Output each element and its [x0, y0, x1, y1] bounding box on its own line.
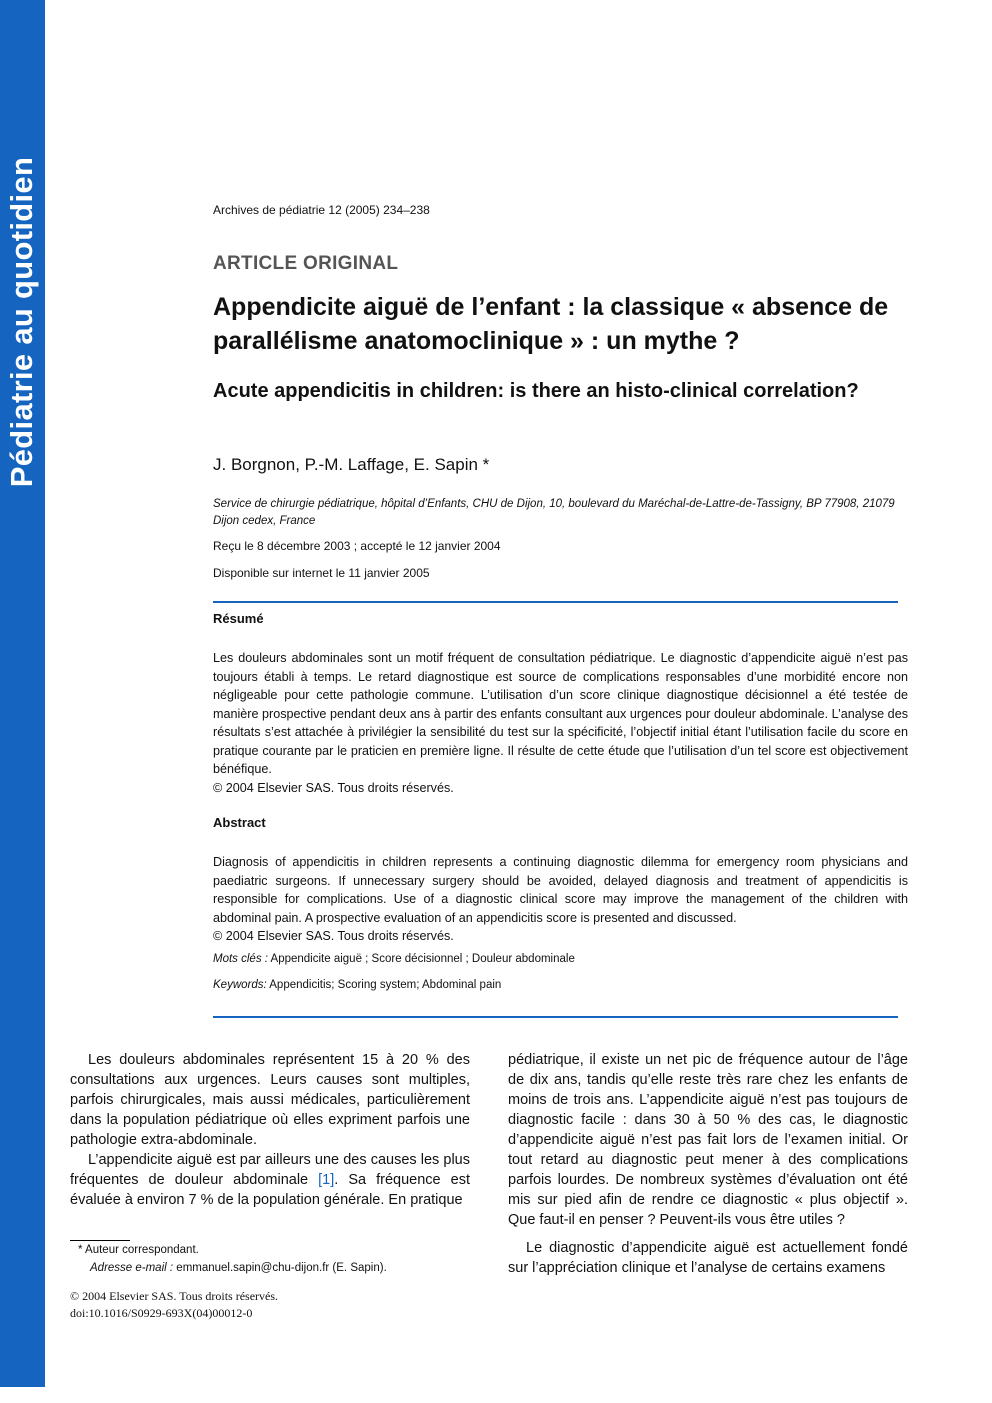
keywords-en [213, 979, 501, 991]
keywords-fr-label: Mots clés : [213, 953, 268, 965]
abstract-heading: Abstract [213, 815, 266, 830]
article-rubric: ARTICLE ORIGINAL [213, 253, 399, 274]
abstract-text [213, 853, 908, 946]
abstract-copyright: © 2004 Elsevier SAS. Tous droits réservés. [213, 929, 454, 943]
body-paragraph: Les douleurs abdominales représentent 15 à 20 % des consultations aux urgences. Leurs causes sont multiples, parfois chirurgicales, mais aussi médicales, particulièrement dans la population pédiatrique où elles expriment parfois une pathologie extra-abdominale. [70, 1052, 470, 1148]
body-paragraph: pédiatrique, il existe un net pic de fréquence autour de l’âge de dix ans, tandis qu’elle reste très rare chez les enfants de moins de trois ans. L’appendicite aiguë n’est pas toujours de diagnostic facile : dans 30 à 50 % des cas, le diagnostic d’appendicite aiguë n’est pas fait lors de l’examen initial. Or tout retard au diagnostic peut mener à des complications parfois lourdes. De nombreux systèmes d’évaluation ont été mis sur pied afin de rendre ce diagnostic « plus objectif ». Que faut-il en penser ? Peuvent-ils vous être utiles ? [508, 1052, 908, 1228]
keywords-en-values: Appendicitis; Scoring system; Abdominal pain [269, 979, 502, 991]
footnote-email-line [90, 1262, 387, 1274]
affiliation: Service de chirurgie pédiatrique, hôpital d’Enfants, CHU de Dijon, 10, boulevard du Maréchal-de-Lattre-de-Tassigny, BP 77908, 21079 Dijon cedex, France [213, 498, 895, 527]
keywords-fr-values: Appendicite aiguë ; Score décisionnel ; Douleur abdominale [270, 953, 575, 965]
title-french: Appendicite aiguë de l’enfant : la classique « absence de parallélisme anatomoclinique » : un mythe ? [213, 293, 889, 355]
title-english: Acute appendicitis in children: is there an histo-clinical correlation? [213, 380, 859, 402]
sidebar-label-box [0, 0, 45, 520]
journal-citation: Archives de pédiatrie 12 (2005) 234–238 [213, 203, 430, 217]
authors: J. Borgnon, P.-M. Laffage, E. Sapin * [213, 455, 490, 474]
body-left-column [70, 1050, 470, 1210]
body-right-column [508, 1050, 908, 1278]
footnote-author: * Auteur correspondant. [78, 1244, 199, 1256]
body-paragraph [70, 1150, 470, 1210]
keywords-en-label: Keywords: [213, 979, 267, 991]
footer-doi: doi:10.1016/S0929-693X(04)00012-0 [70, 1306, 253, 1320]
body-text: L’appendicite aiguë est par ailleurs une des causes les plus fréquentes de douleur abdominale [70, 1152, 470, 1188]
footer-copyright: © 2004 Elsevier SAS. Tous droits réservés. [70, 1289, 279, 1303]
resume-copyright: © 2004 Elsevier SAS. Tous droits réservés. [213, 780, 454, 795]
body-text: . Sa fréquence est évaluée à environ 7 % de la population générale. En pratique [70, 1172, 470, 1208]
reference-link[interactable]: [1] [318, 1172, 335, 1188]
resume-body: Les douleurs abdominales sont un motif fréquent de consultation pédiatrique. Le diagnostic d’appendicite aiguë n’est pas toujours établi à temps. Le retard diagnostique est source de complications responsables d’une morbidité encore non négligeable pour cette pathologie commune. L’utilisation d’un score clinique diagnostique décisionnel a été testée de manière prospective pendant deux ans à partir des enfants consultant aux urgences pour douleur abdominale. L’analyse des résultats s’est attachée à privilégier la sensibilité du test sur la spécificité, l’objectif initial étant l’utilisation facile du score en pratique courante par le praticien en première ligne. Il résulte de cette étude que l’utilisation d’un tel score est objectivement bénéfique. [213, 651, 908, 776]
abstract-body: Diagnosis of appendicitis in children represents a continuing diagnostic dilemma for emergency room physicians and paediatric surgeons. If unnecessary surgery should be avoided, delayed diagnosis and treatment of appendicitis is responsible for complications. Use of a diagnostic clinical score may improve the management of the children with abdominal pain. A prospective evaluation of an appendicitis score is presented and discussed. [213, 855, 908, 925]
resume-heading: Résumé [213, 611, 264, 626]
footnote-email[interactable]: emmanuel.sapin@chu-dijon.fr (E. Sapin). [176, 1262, 387, 1274]
divider-bottom [213, 1016, 898, 1018]
body-paragraph: Le diagnostic d’appendicite aiguë est actuellement fondé sur l’appréciation clinique et l’analyse de certains examens [508, 1240, 908, 1276]
footnote-rule [70, 1240, 130, 1241]
online-date: Disponible sur internet le 11 janvier 2005 [213, 566, 430, 580]
received-dates: Reçu le 8 décembre 2003 ; accepté le 12 janvier 2004 [213, 539, 501, 553]
divider-top [213, 601, 898, 603]
keywords-fr [213, 953, 575, 965]
footnote-email-label: Adresse e-mail : [90, 1262, 174, 1274]
resume-text [213, 649, 908, 797]
sidebar-label: Pédiatrie au quotidien [4, 156, 39, 488]
